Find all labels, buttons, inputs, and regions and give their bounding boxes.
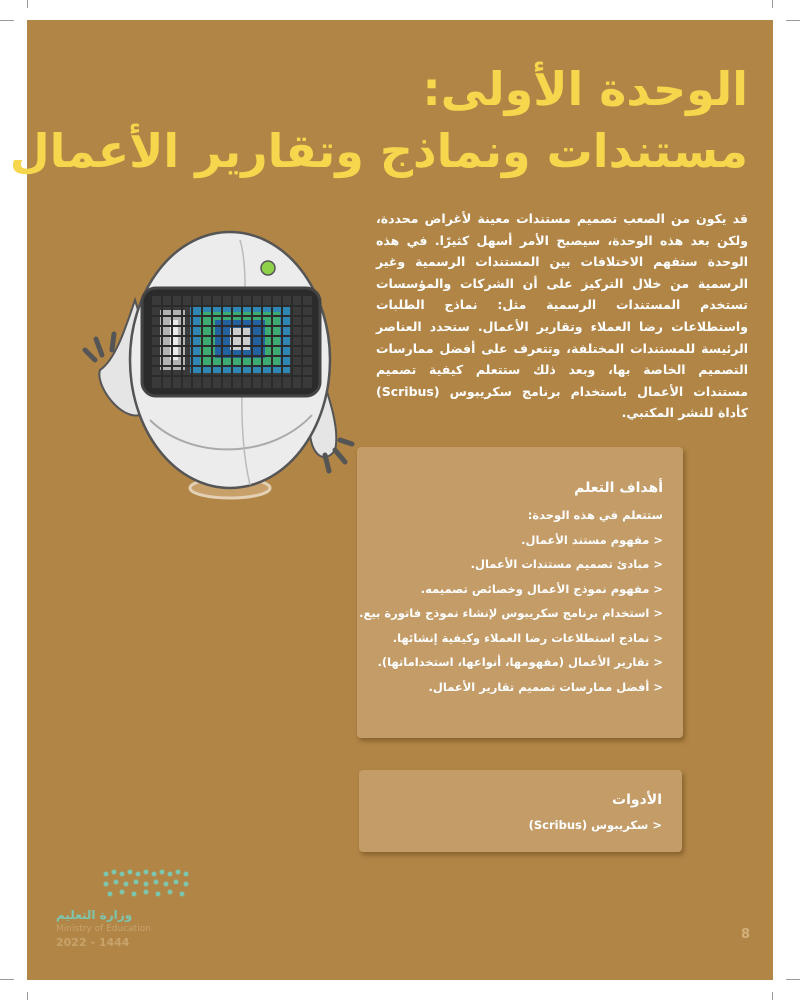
list-item: < مفهوم نموذج الأعمال وخصائص تصميمه.	[420, 581, 663, 596]
tool-item: < سكريبوس (Scribus)	[528, 818, 662, 832]
list-item: < مفهوم مستند الأعمال.	[521, 532, 663, 547]
list-item: < أفضل ممارسات تصميم تقارير الأعمال.	[428, 679, 663, 694]
intro-paragraph: قد يكون من الصعب تصميم مستندات معينة لأغراض محددة، ولكن بعد هذه الوحدة، سيصبح الأمر أسهل كثيرًا. في هذه الوحدة ستفهم الاختلافات بين المستندات الرسمية وغير الرسمية من خلال التركيز على أن الشركات والمؤسسات تستخدم المستندات الرسمية مثل: نماذج الطلبات واستطلاعات رضا العملاء وتقارير الأعمال. ستحدد العناصر الرئيسة للمستندات المختلفة، وتتعرف على أفضل ممارسات التصميم الخاصة بها، وبعد ذلك ستتعلم كيفية تصميم مستندات الأعمال باستخدام برنامج سكريبوس (Scribus) كأداة للنشر المكتبي.	[376, 211, 748, 421]
list-item: < مبادئ تصميم مستندات الأعمال.	[470, 557, 663, 571]
learning-goals-box	[357, 447, 683, 738]
list-item: ستتعلم في هذه الوحدة:	[527, 508, 663, 522]
learning-goals-heading: أهداف التعلم	[574, 480, 663, 496]
edition-year: 2022 - 1444	[56, 936, 130, 949]
ministry-name-english: Ministry of Education	[56, 924, 151, 934]
tools-box	[359, 770, 682, 852]
ministry-name-arabic: وزارة التعليم	[56, 908, 133, 922]
robot-illustration	[80, 200, 370, 510]
list-item: < استخدام برنامج سكريبوس لإنشاء نموذج فاتورة بيع.	[359, 606, 663, 620]
page-number: 8	[741, 927, 751, 942]
tools-heading: الأدوات	[612, 792, 662, 808]
unit-subtitle: مستندات ونماذج وتقارير الأعمال	[9, 124, 748, 178]
unit-title: الوحدة الأولى:	[422, 62, 748, 116]
list-item: < نماذج استطلاعات رضا العملاء وكيفية إنشائها.	[392, 630, 663, 645]
list-item: < تقارير الأعمال (مفهومها، أنواعها، استخداماتها).	[377, 655, 663, 669]
learning-goals-list	[359, 503, 663, 699]
ministry-emblem-icon	[96, 864, 196, 904]
ministry-logo	[56, 860, 196, 955]
